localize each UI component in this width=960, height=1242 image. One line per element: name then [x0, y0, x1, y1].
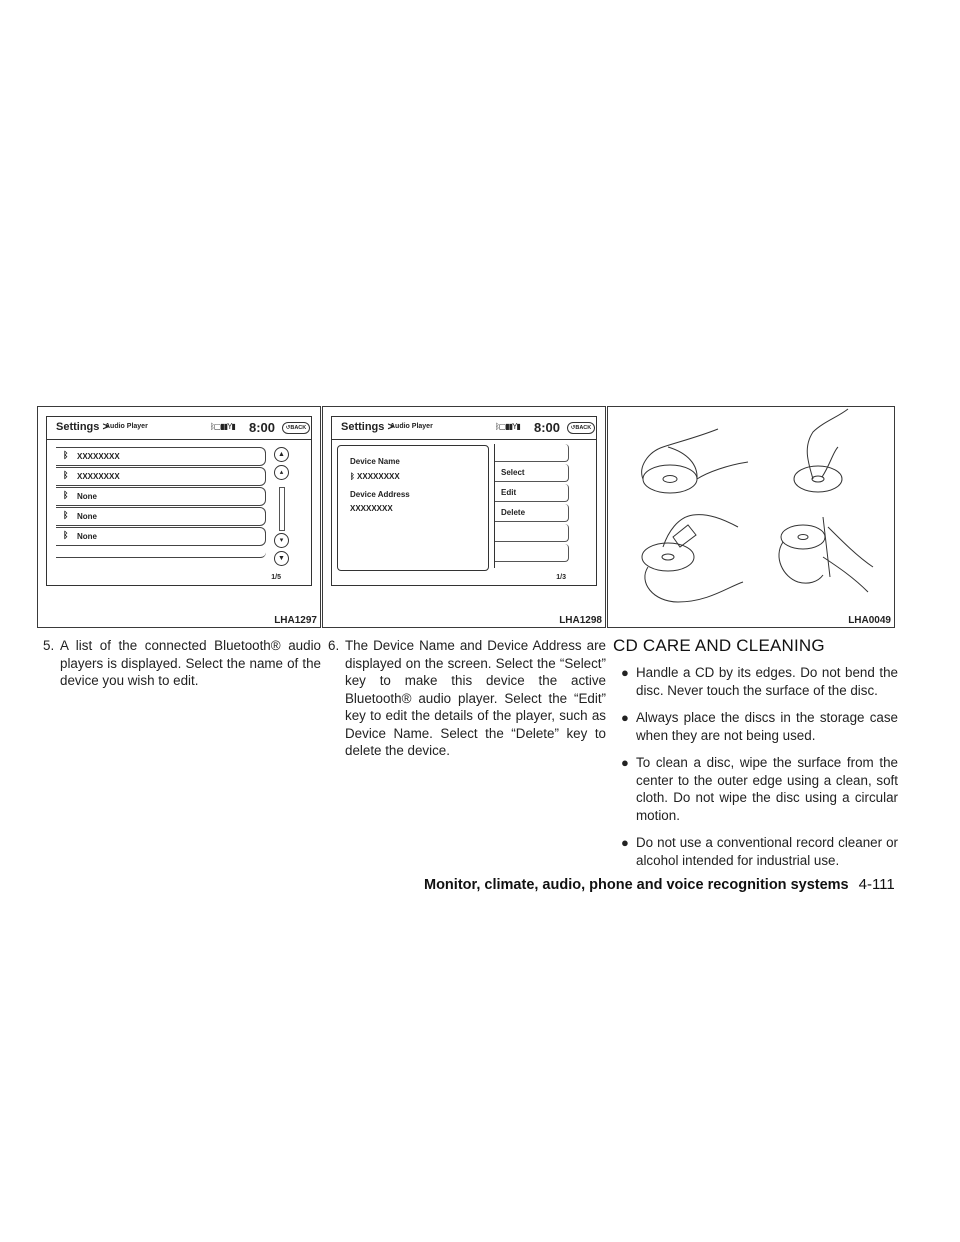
- step-number: 5.: [43, 638, 55, 653]
- device-list: [56, 447, 266, 559]
- status-bar: [332, 417, 596, 440]
- bullet-icon: ●: [621, 755, 629, 770]
- audio-player-subtitle: Audio Player: [390, 423, 433, 430]
- scroll-down-icon: ▾: [274, 533, 289, 548]
- back-button: ↺BACK: [567, 422, 595, 434]
- page-number: 4-111: [858, 876, 895, 893]
- step-text: The Device Name and Device Address are displayed on the screen. Select the “Select” key to make this device the active Bluetooth® audio player. Select the “Edit” key to edit the details of the player, such as Device Name. Select the “Delete” key to delete the device.: [345, 638, 606, 758]
- cd-handling-illustration: [608, 407, 894, 612]
- bluetooth-icon: ᛒ: [63, 470, 69, 480]
- list-item: ᛒ None: [56, 527, 266, 546]
- list-item: ᛒ XXXXXXXX: [56, 467, 266, 486]
- step-number: 6.: [328, 638, 340, 653]
- bullet-icon: ●: [621, 710, 629, 725]
- clock: 8:00: [249, 420, 276, 435]
- settings-title: Settings >: [341, 421, 394, 433]
- status-bar: [47, 417, 311, 440]
- menu-item-blank: [495, 444, 569, 462]
- screen-mockup: [331, 416, 597, 586]
- list-item: ᛒ None: [56, 507, 266, 526]
- step-5: [43, 637, 321, 690]
- list-item: ᛒ XXXXXXXX: [56, 447, 266, 466]
- status-icons: ᛒ▢▮▮Y▮: [495, 422, 520, 431]
- step-text: A list of the connected Bluetooth® audio players is displayed. Select the name of the device you wish to edit.: [60, 638, 321, 688]
- menu-item-edit: Edit: [495, 484, 569, 502]
- page-down-icon: ▼: [274, 551, 289, 566]
- audio-player-subtitle: Audio Player: [105, 423, 148, 430]
- list-item: ᛒ None: [56, 487, 266, 506]
- bullet-icon: ●: [621, 835, 629, 850]
- figure-cd-handling: [607, 406, 895, 628]
- page-up-icon: ▲: [274, 447, 289, 462]
- list-item: ● To clean a disc, wipe the surface from the center to the outer edge using a clean, soft cloth. Do not wipe the disc using a circular motion.: [621, 755, 898, 823]
- section-heading: CD CARE AND CLEANING: [613, 636, 825, 655]
- action-menu: [494, 444, 569, 568]
- clock: 8:00: [534, 420, 561, 435]
- bullet-icon: ●: [621, 665, 629, 680]
- menu-item-select: Select: [495, 464, 569, 482]
- footer-title: Monitor, climate, audio, phone and voice recognition systems: [424, 877, 849, 893]
- back-button: ↺BACK: [282, 422, 310, 434]
- figure-label: LHA1297: [274, 615, 317, 626]
- figure-label: LHA1298: [559, 615, 602, 626]
- figure-audio-player-list: [37, 406, 321, 628]
- screen-mockup: [46, 416, 312, 586]
- status-icons: ᛒ▢▮▮Y▮: [210, 422, 235, 431]
- scrollbar: [272, 447, 292, 563]
- device-name-label: Device Name: [350, 457, 400, 466]
- bluetooth-icon: ᛒ: [63, 510, 69, 520]
- list-item: ● Do not use a conventional record cleaner or alcohol intended for industrial use.: [621, 835, 898, 868]
- scroll-up-icon: ▴: [274, 465, 289, 480]
- bluetooth-icon: ᛒ: [63, 530, 69, 540]
- list-divider: [56, 547, 266, 558]
- bluetooth-icon: ᛒ: [350, 472, 358, 481]
- scroll-track: [279, 487, 285, 531]
- figure-label: LHA0049: [848, 615, 891, 626]
- list-item: ● Always place the discs in the storage case when they are not being used.: [621, 710, 898, 743]
- page-indicator: 1/3: [556, 574, 566, 581]
- figure-device-details: [322, 406, 606, 628]
- device-address-value: XXXXXXXX: [350, 504, 393, 513]
- page-footer: [424, 876, 895, 893]
- menu-item-blank: [495, 544, 569, 562]
- page-indicator: 1/5: [271, 574, 281, 581]
- settings-title: Settings >: [56, 421, 109, 433]
- step-6: [328, 637, 606, 760]
- device-info-panel: [337, 445, 489, 571]
- device-address-label: Device Address: [350, 490, 410, 499]
- list-item: ● Handle a CD by its edges. Do not bend the disc. Never touch the surface of the disc.: [621, 665, 898, 698]
- menu-item-delete: Delete: [495, 504, 569, 522]
- bluetooth-icon: ᛒ: [63, 490, 69, 500]
- device-name-value: ᛒ XXXXXXXX: [350, 472, 400, 481]
- cd-care-section: [613, 636, 903, 879]
- bluetooth-icon: ᛒ: [63, 450, 69, 460]
- menu-item-blank: [495, 524, 569, 542]
